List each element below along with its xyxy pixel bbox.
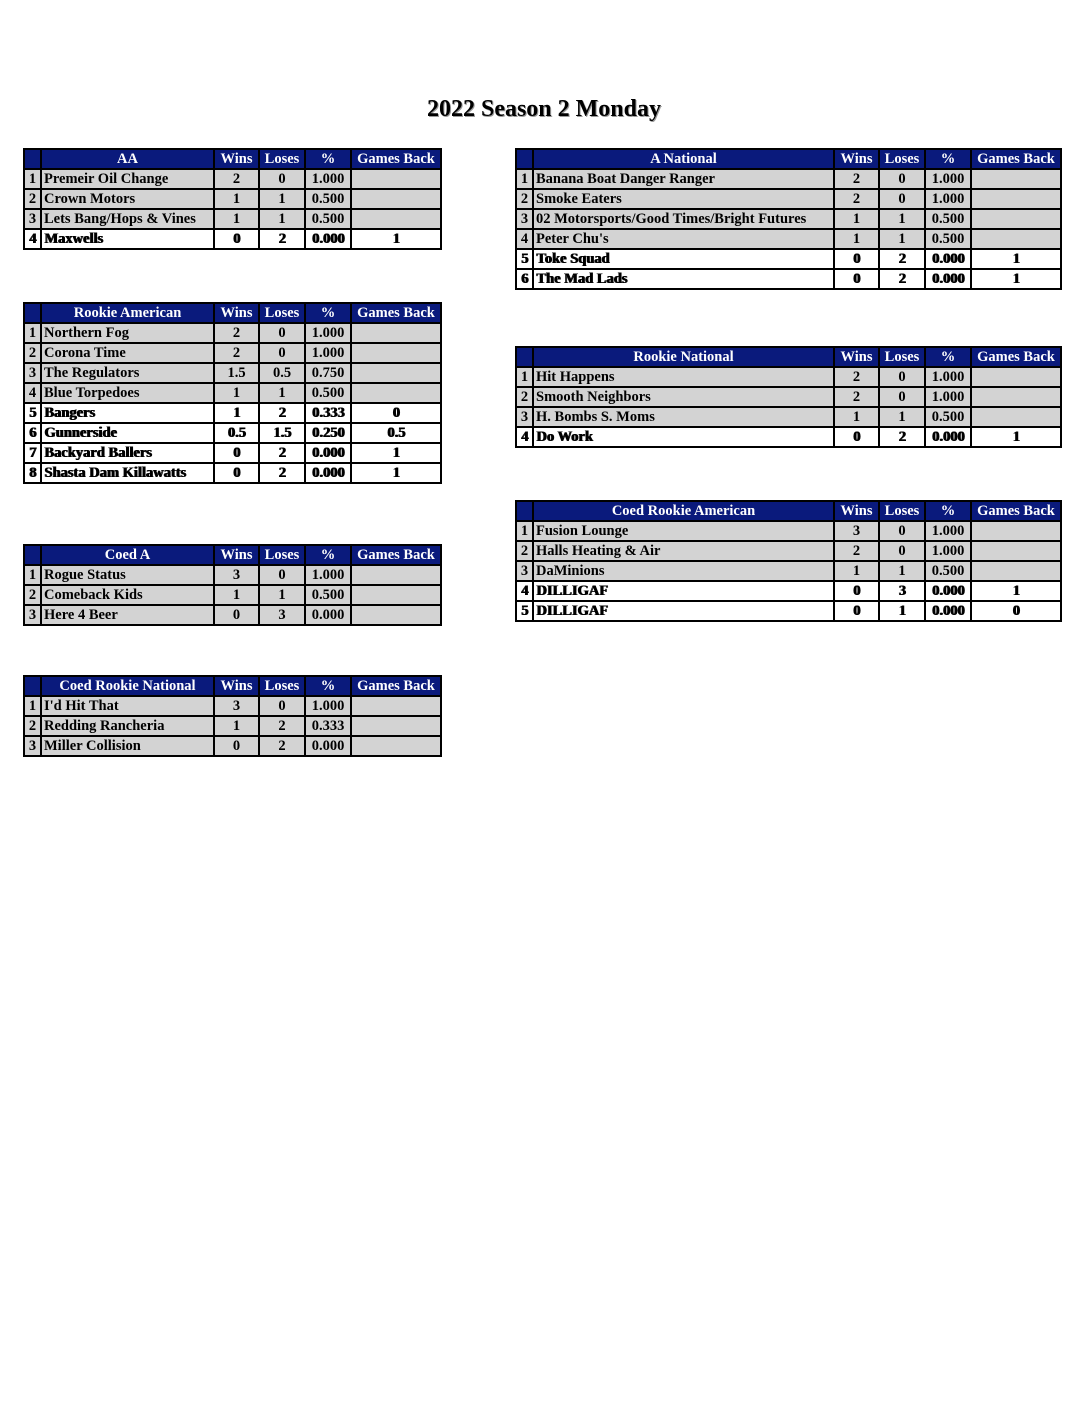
standings-table-rookie-national: [515, 346, 1062, 448]
wins-cell: 0: [214, 443, 259, 463]
rank-header: [516, 149, 533, 169]
table-row: [516, 169, 1061, 189]
rank-header: [24, 149, 41, 169]
wins-cell: 0: [834, 601, 879, 621]
team-name: Rogue Status: [41, 565, 214, 585]
wins-header: Wins: [214, 545, 259, 565]
games-back-cell: [351, 209, 441, 229]
table-row: [24, 383, 441, 403]
table-row: [516, 601, 1061, 621]
loses-cell: 1: [259, 585, 305, 605]
wins-cell: 0.5: [214, 423, 259, 443]
loses-cell: 0: [259, 323, 305, 343]
pct-header: %: [925, 347, 971, 367]
team-name: 02 Motorsports/Good Times/Bright Futures: [533, 209, 834, 229]
wins-header: Wins: [214, 676, 259, 696]
wins-cell: 1: [214, 716, 259, 736]
games-back-cell: [971, 521, 1061, 541]
team-name: DILLIGAF: [533, 601, 834, 621]
table-row: [24, 343, 441, 363]
games-back-cell: 1: [971, 249, 1061, 269]
table-row: [24, 209, 441, 229]
games-back-cell: [351, 363, 441, 383]
team-name: Gunnerside: [41, 423, 214, 443]
pct-cell: 0.000: [305, 443, 351, 463]
wins-cell: 1: [214, 383, 259, 403]
games-back-cell: [351, 189, 441, 209]
rank-cell: 4: [24, 229, 41, 249]
rank-cell: 4: [516, 229, 533, 249]
standings-table-aa: [23, 148, 442, 250]
rank-cell: 2: [516, 189, 533, 209]
header-row: [516, 501, 1061, 521]
standings-table-a-national: [515, 148, 1062, 290]
table-row: [516, 427, 1061, 447]
pct-header: %: [925, 501, 971, 521]
rank-cell: 6: [516, 269, 533, 289]
team-name: Northern Fog: [41, 323, 214, 343]
games-back-cell: [351, 565, 441, 585]
pct-cell: 0.000: [305, 736, 351, 756]
rank-cell: 7: [24, 443, 41, 463]
games-back-cell: [351, 323, 441, 343]
wins-header: Wins: [214, 303, 259, 323]
table-row: [24, 403, 441, 423]
loses-header: Loses: [259, 303, 305, 323]
loses-cell: 2: [259, 443, 305, 463]
loses-cell: 3: [879, 581, 925, 601]
rank-cell: 6: [24, 423, 41, 443]
games-back-header: Games Back: [971, 149, 1061, 169]
games-back-cell: 1: [351, 229, 441, 249]
games-back-cell: 1: [971, 581, 1061, 601]
loses-cell: 0: [879, 189, 925, 209]
pct-cell: 0.000: [305, 605, 351, 625]
pct-cell: 0.500: [305, 209, 351, 229]
table-row: [24, 189, 441, 209]
wins-cell: 3: [214, 696, 259, 716]
rank-cell: 4: [24, 383, 41, 403]
table-row: [24, 585, 441, 605]
loses-cell: 0: [259, 696, 305, 716]
wins-cell: 2: [834, 169, 879, 189]
loses-cell: 1: [259, 209, 305, 229]
table-row: [516, 581, 1061, 601]
pct-cell: 0.500: [925, 209, 971, 229]
wins-cell: 1: [214, 209, 259, 229]
rank-cell: 2: [24, 343, 41, 363]
pct-cell: 0.500: [925, 407, 971, 427]
games-back-cell: [971, 229, 1061, 249]
table-row: [516, 367, 1061, 387]
rank-header: [24, 545, 41, 565]
pct-cell: 1.000: [305, 323, 351, 343]
table-row: [516, 249, 1061, 269]
rank-cell: 5: [516, 601, 533, 621]
rank-cell: 3: [24, 363, 41, 383]
games-back-header: Games Back: [971, 347, 1061, 367]
rank-cell: 2: [24, 585, 41, 605]
loses-cell: 0: [879, 387, 925, 407]
team-name: Maxwells: [41, 229, 214, 249]
pct-cell: 0.750: [305, 363, 351, 383]
team-name: Corona Time: [41, 343, 214, 363]
wins-cell: 0: [834, 581, 879, 601]
table-row: [516, 269, 1061, 289]
pct-header: %: [305, 303, 351, 323]
loses-cell: 2: [879, 427, 925, 447]
team-name: Halls Heating & Air: [533, 541, 834, 561]
team-name: Redding Rancheria: [41, 716, 214, 736]
team-name: Backyard Ballers: [41, 443, 214, 463]
team-name: Premeir Oil Change: [41, 169, 214, 189]
table-row: [516, 189, 1061, 209]
wins-header: Wins: [214, 149, 259, 169]
wins-header: Wins: [834, 347, 879, 367]
wins-cell: 1: [834, 229, 879, 249]
pct-cell: 1.000: [305, 343, 351, 363]
wins-cell: 3: [214, 565, 259, 585]
team-name: DILLIGAF: [533, 581, 834, 601]
team-name: Do Work: [533, 427, 834, 447]
games-back-cell: [971, 541, 1061, 561]
table-row: [516, 209, 1061, 229]
rank-cell: 3: [516, 561, 533, 581]
rank-cell: 1: [24, 565, 41, 585]
wins-cell: 1: [834, 407, 879, 427]
header-row: [24, 545, 441, 565]
pct-cell: 0.000: [925, 427, 971, 447]
loses-cell: 0: [879, 541, 925, 561]
division-name: Coed A: [41, 545, 214, 565]
games-back-cell: [971, 561, 1061, 581]
table-row: [24, 716, 441, 736]
loses-cell: 0: [259, 343, 305, 363]
rank-header: [24, 303, 41, 323]
team-name: Banana Boat Danger Ranger: [533, 169, 834, 189]
wins-cell: 2: [214, 323, 259, 343]
games-back-header: Games Back: [351, 149, 441, 169]
games-back-cell: [351, 585, 441, 605]
loses-cell: 0.5: [259, 363, 305, 383]
games-back-cell: 1: [971, 427, 1061, 447]
table-row: [24, 463, 441, 483]
table-row: [516, 521, 1061, 541]
games-back-cell: [351, 605, 441, 625]
loses-header: Loses: [879, 501, 925, 521]
games-back-cell: 1: [351, 463, 441, 483]
team-name: Fusion Lounge: [533, 521, 834, 541]
pct-cell: 1.000: [925, 169, 971, 189]
wins-cell: 2: [214, 169, 259, 189]
loses-header: Loses: [259, 149, 305, 169]
pct-cell: 0.000: [305, 463, 351, 483]
rank-cell: 4: [516, 581, 533, 601]
pct-cell: 0.000: [925, 601, 971, 621]
team-name: Crown Motors: [41, 189, 214, 209]
table-row: [24, 229, 441, 249]
wins-cell: 3: [834, 521, 879, 541]
page-title: 2022 Season 2 Monday: [426, 96, 662, 122]
rank-cell: 3: [516, 209, 533, 229]
loses-header: Loses: [879, 149, 925, 169]
standings-table-coed-rookie-national: [23, 675, 442, 757]
loses-cell: 1: [259, 383, 305, 403]
pct-cell: 0.333: [305, 403, 351, 423]
loses-cell: 2: [259, 736, 305, 756]
rank-cell: 2: [516, 541, 533, 561]
loses-cell: 1: [879, 229, 925, 249]
team-name: Smoke Eaters: [533, 189, 834, 209]
pct-cell: 1.000: [305, 696, 351, 716]
loses-cell: 0: [259, 565, 305, 585]
pct-cell: 1.000: [925, 367, 971, 387]
rank-cell: 1: [24, 169, 41, 189]
table-row: [516, 561, 1061, 581]
loses-cell: 2: [259, 463, 305, 483]
pct-header: %: [305, 545, 351, 565]
table-row: [24, 323, 441, 343]
division-name: AA: [41, 149, 214, 169]
games-back-cell: 0: [351, 403, 441, 423]
pct-cell: 0.500: [305, 585, 351, 605]
team-name: Toke Squad: [533, 249, 834, 269]
games-back-header: Games Back: [971, 501, 1061, 521]
wins-cell: 0: [214, 463, 259, 483]
table-row: [516, 407, 1061, 427]
pct-cell: 0.000: [925, 269, 971, 289]
rank-cell: 5: [24, 403, 41, 423]
rank-header: [516, 501, 533, 521]
wins-header: Wins: [834, 501, 879, 521]
games-back-cell: [351, 169, 441, 189]
team-name: Bangers: [41, 403, 214, 423]
games-back-cell: [351, 696, 441, 716]
rank-cell: 3: [24, 736, 41, 756]
pct-cell: 0.500: [305, 189, 351, 209]
rank-cell: 3: [24, 605, 41, 625]
games-back-cell: [971, 189, 1061, 209]
pct-cell: 0.000: [925, 581, 971, 601]
pct-cell: 1.000: [925, 521, 971, 541]
wins-cell: 2: [834, 541, 879, 561]
loses-header: Loses: [879, 347, 925, 367]
table-row: [516, 541, 1061, 561]
loses-cell: 1: [879, 407, 925, 427]
rank-cell: 3: [24, 209, 41, 229]
wins-cell: 2: [834, 367, 879, 387]
wins-cell: 2: [214, 343, 259, 363]
games-back-cell: [351, 383, 441, 403]
team-name: Peter Chu's: [533, 229, 834, 249]
team-name: Shasta Dam Killawatts: [41, 463, 214, 483]
pct-cell: 1.000: [925, 541, 971, 561]
table-row: [24, 565, 441, 585]
table-row: [24, 363, 441, 383]
header-row: [516, 149, 1061, 169]
team-name: Hit Happens: [533, 367, 834, 387]
rank-cell: 1: [516, 521, 533, 541]
wins-cell: 2: [834, 387, 879, 407]
rank-cell: 1: [24, 323, 41, 343]
games-back-cell: [971, 387, 1061, 407]
standings-table-coed-rookie-american: [515, 500, 1062, 622]
games-back-cell: [971, 367, 1061, 387]
table-row: [516, 387, 1061, 407]
pct-cell: 0.500: [925, 561, 971, 581]
loses-header: Loses: [259, 676, 305, 696]
wins-cell: 0: [214, 736, 259, 756]
rank-cell: 1: [24, 696, 41, 716]
pct-header: %: [305, 676, 351, 696]
games-back-cell: [971, 169, 1061, 189]
header-row: [24, 303, 441, 323]
games-back-cell: [351, 716, 441, 736]
team-name: Lets Bang/Hops & Vines: [41, 209, 214, 229]
loses-cell: 0: [879, 169, 925, 189]
loses-cell: 3: [259, 605, 305, 625]
pct-cell: 0.000: [925, 249, 971, 269]
games-back-header: Games Back: [351, 676, 441, 696]
wins-cell: 0: [214, 605, 259, 625]
table-row: [24, 443, 441, 463]
rank-cell: 8: [24, 463, 41, 483]
rank-header: [24, 676, 41, 696]
team-name: The Mad Lads: [533, 269, 834, 289]
rank-cell: 1: [516, 169, 533, 189]
standings-table-rookie-american: [23, 302, 442, 484]
wins-cell: 1: [834, 561, 879, 581]
loses-cell: 0: [259, 169, 305, 189]
games-back-cell: [971, 209, 1061, 229]
games-back-cell: 1: [971, 269, 1061, 289]
loses-cell: 2: [879, 249, 925, 269]
games-back-cell: [351, 343, 441, 363]
loses-cell: 2: [259, 403, 305, 423]
pct-cell: 1.000: [925, 189, 971, 209]
team-name: I'd Hit That: [41, 696, 214, 716]
loses-cell: 0: [879, 367, 925, 387]
games-back-header: Games Back: [351, 545, 441, 565]
division-name: Rookie American: [41, 303, 214, 323]
rank-header: [516, 347, 533, 367]
loses-cell: 2: [879, 269, 925, 289]
pct-cell: 1.000: [925, 387, 971, 407]
pct-header: %: [925, 149, 971, 169]
team-name: DaMinions: [533, 561, 834, 581]
wins-cell: 1: [214, 585, 259, 605]
loses-cell: 1: [879, 209, 925, 229]
rank-cell: 2: [24, 716, 41, 736]
header-row: [24, 676, 441, 696]
team-name: Smooth Neighbors: [533, 387, 834, 407]
loses-cell: 2: [259, 716, 305, 736]
loses-cell: 2: [259, 229, 305, 249]
pct-cell: 1.000: [305, 565, 351, 585]
games-back-cell: 0.5: [351, 423, 441, 443]
standings-table-coed-a: [23, 544, 442, 626]
header-row: [24, 149, 441, 169]
pct-header: %: [305, 149, 351, 169]
loses-header: Loses: [259, 545, 305, 565]
division-name: Coed Rookie American: [533, 501, 834, 521]
wins-cell: 2: [834, 189, 879, 209]
team-name: Comeback Kids: [41, 585, 214, 605]
wins-cell: 0: [834, 249, 879, 269]
games-back-cell: 0: [971, 601, 1061, 621]
wins-cell: 1: [214, 403, 259, 423]
rank-cell: 1: [516, 367, 533, 387]
loses-cell: 1.5: [259, 423, 305, 443]
team-name: H. Bombs S. Moms: [533, 407, 834, 427]
loses-cell: 0: [879, 521, 925, 541]
pct-cell: 0.500: [925, 229, 971, 249]
games-back-cell: 1: [351, 443, 441, 463]
games-back-cell: [351, 736, 441, 756]
header-row: [516, 347, 1061, 367]
pct-cell: 0.250: [305, 423, 351, 443]
wins-cell: 0: [214, 229, 259, 249]
pct-cell: 0.333: [305, 716, 351, 736]
team-name: The Regulators: [41, 363, 214, 383]
team-name: Miller Collision: [41, 736, 214, 756]
games-back-header: Games Back: [351, 303, 441, 323]
table-row: [24, 423, 441, 443]
wins-cell: 1.5: [214, 363, 259, 383]
pct-cell: 0.500: [305, 383, 351, 403]
rank-cell: 5: [516, 249, 533, 269]
games-back-cell: [971, 407, 1061, 427]
table-row: [24, 169, 441, 189]
team-name: Here 4 Beer: [41, 605, 214, 625]
loses-cell: 1: [259, 189, 305, 209]
table-row: [24, 736, 441, 756]
table-row: [24, 605, 441, 625]
wins-cell: 1: [834, 209, 879, 229]
division-name: A National: [533, 149, 834, 169]
division-name: Rookie National: [533, 347, 834, 367]
table-row: [516, 229, 1061, 249]
pct-cell: 0.000: [305, 229, 351, 249]
division-name: Coed Rookie National: [41, 676, 214, 696]
loses-cell: 1: [879, 561, 925, 581]
wins-cell: 1: [214, 189, 259, 209]
rank-cell: 2: [24, 189, 41, 209]
table-row: [24, 696, 441, 716]
team-name: Blue Torpedoes: [41, 383, 214, 403]
rank-cell: 2: [516, 387, 533, 407]
wins-cell: 0: [834, 427, 879, 447]
pct-cell: 1.000: [305, 169, 351, 189]
loses-cell: 1: [879, 601, 925, 621]
rank-cell: 3: [516, 407, 533, 427]
wins-cell: 0: [834, 269, 879, 289]
wins-header: Wins: [834, 149, 879, 169]
rank-cell: 4: [516, 427, 533, 447]
